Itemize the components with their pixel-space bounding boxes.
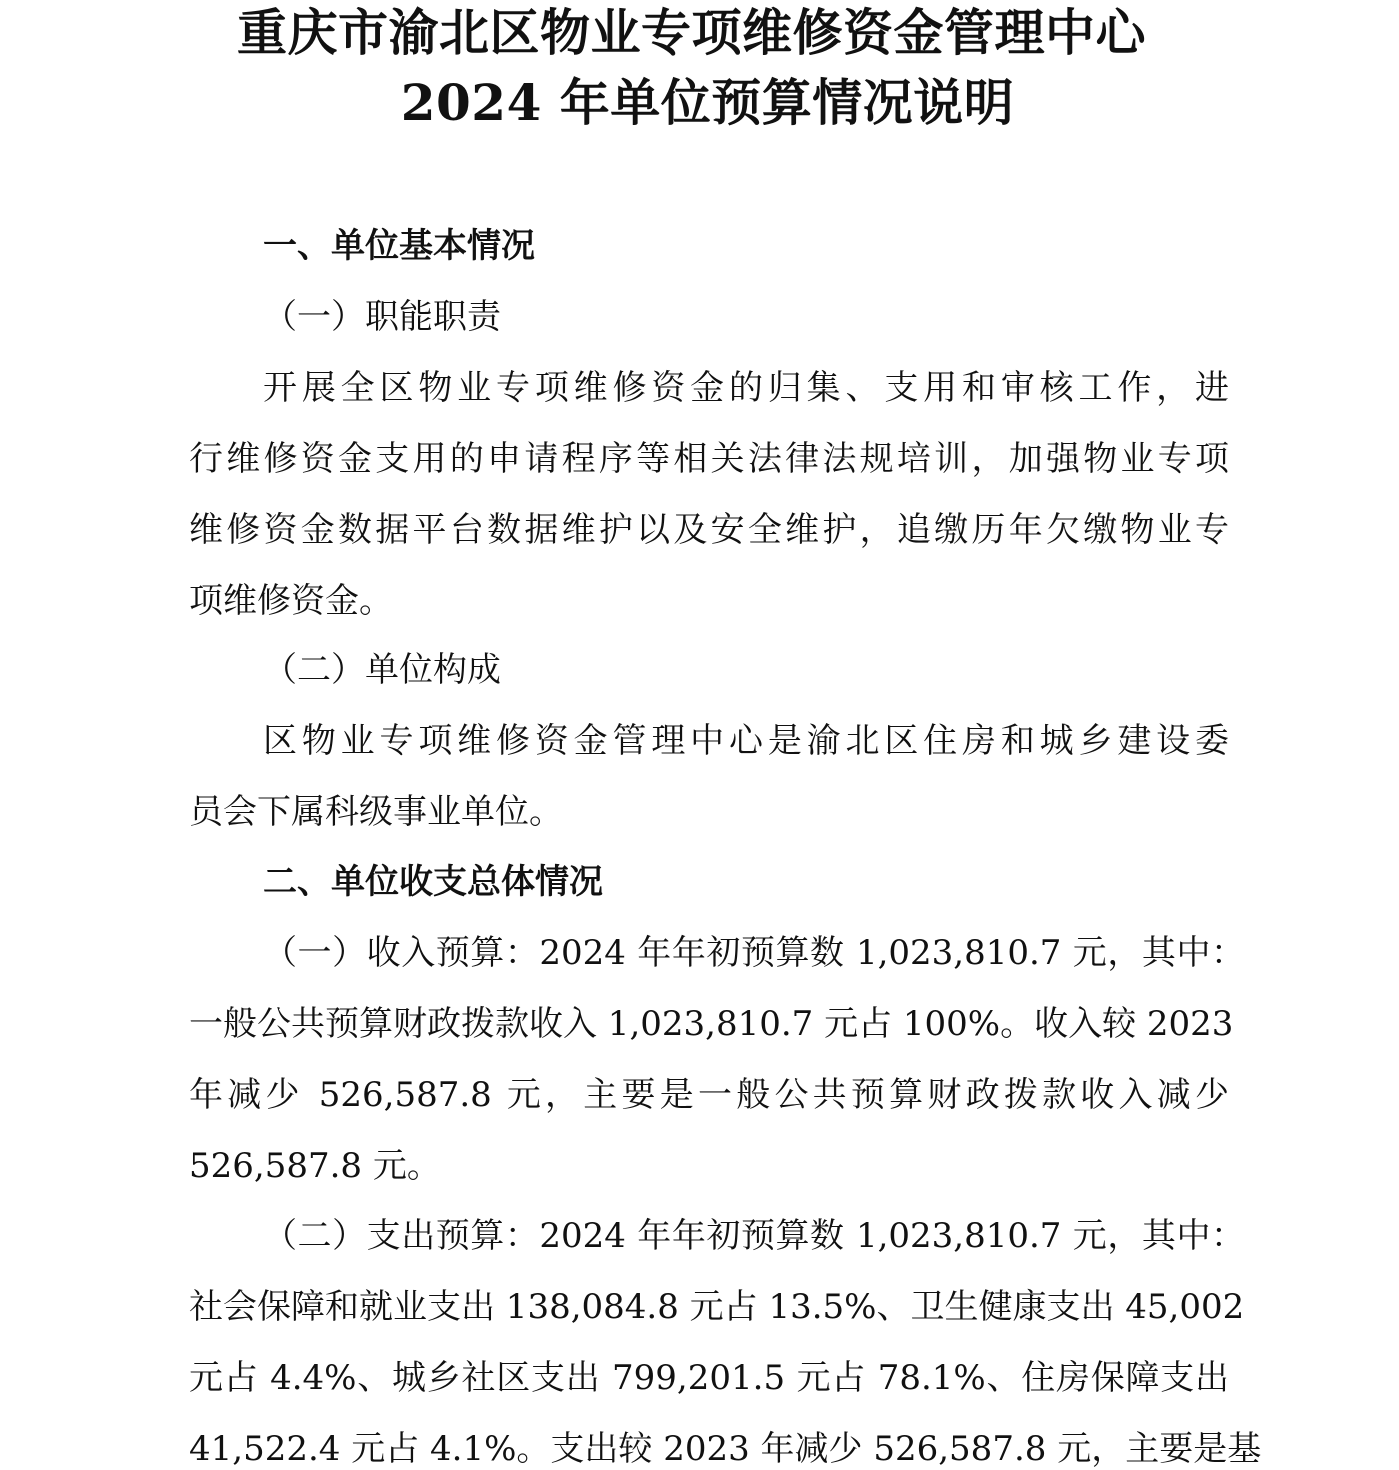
- document-title-line-2: 2024 年单位预算情况说明: [400, 73, 1015, 132]
- paragraph-line: 开展全区物业专项维修资金的归集、支用和审核工作，进: [263, 368, 1229, 408]
- document-title-line-1: 重庆市渝北区物业专项维修资金管理中心: [237, 3, 1146, 62]
- subsection-heading-duties: （一）职能职责: [263, 297, 501, 337]
- paragraph-line: 一般公共预算财政拨款收入 1,023,810.7 元占 100%。收入较 2023: [189, 1004, 1234, 1044]
- paragraph-line: 元占 4.4%、城乡社区支出 799,201.5 元占 78.1%、住房保障支出: [189, 1358, 1229, 1398]
- paragraph-line: 维修资金数据平台数据维护以及安全维护，追缴历年欠缴物业专: [189, 510, 1229, 550]
- section-heading-basic-info: 一、单位基本情况: [263, 226, 535, 266]
- paragraph-line: 41,522.4 元占 4.1%。支出较 2023 年减少 526,587.8 元，主要是基: [189, 1429, 1262, 1469]
- paragraph-line: 区物业专项维修资金管理中心是渝北区住房和城乡建设委: [263, 721, 1229, 761]
- subsection-heading-composition: （二）单位构成: [263, 650, 501, 690]
- paragraph-line: 社会保障和就业支出 138,084.8 元占 13.5%、卫生健康支出 45,002: [189, 1287, 1245, 1327]
- paragraph-line: （二）支出预算：2024 年年初预算数 1,023,810.7 元，其中：: [263, 1216, 1245, 1256]
- paragraph-line: 行维修资金支用的申请程序等相关法律法规培训，加强物业专项: [189, 439, 1229, 479]
- paragraph-line: （一）收入预算：2024 年年初预算数 1,023,810.7 元，其中：: [263, 933, 1245, 973]
- paragraph-line: 年减少 526,587.8 元，主要是一般公共预算财政拨款收入减少: [189, 1075, 1229, 1115]
- paragraph-line: 项维修资金。: [189, 581, 393, 621]
- paragraph-line: 员会下属科级事业单位。: [189, 792, 563, 832]
- section-heading-revenue-expenditure: 二、单位收支总体情况: [263, 862, 603, 902]
- paragraph-line: 526,587.8 元。: [189, 1146, 441, 1186]
